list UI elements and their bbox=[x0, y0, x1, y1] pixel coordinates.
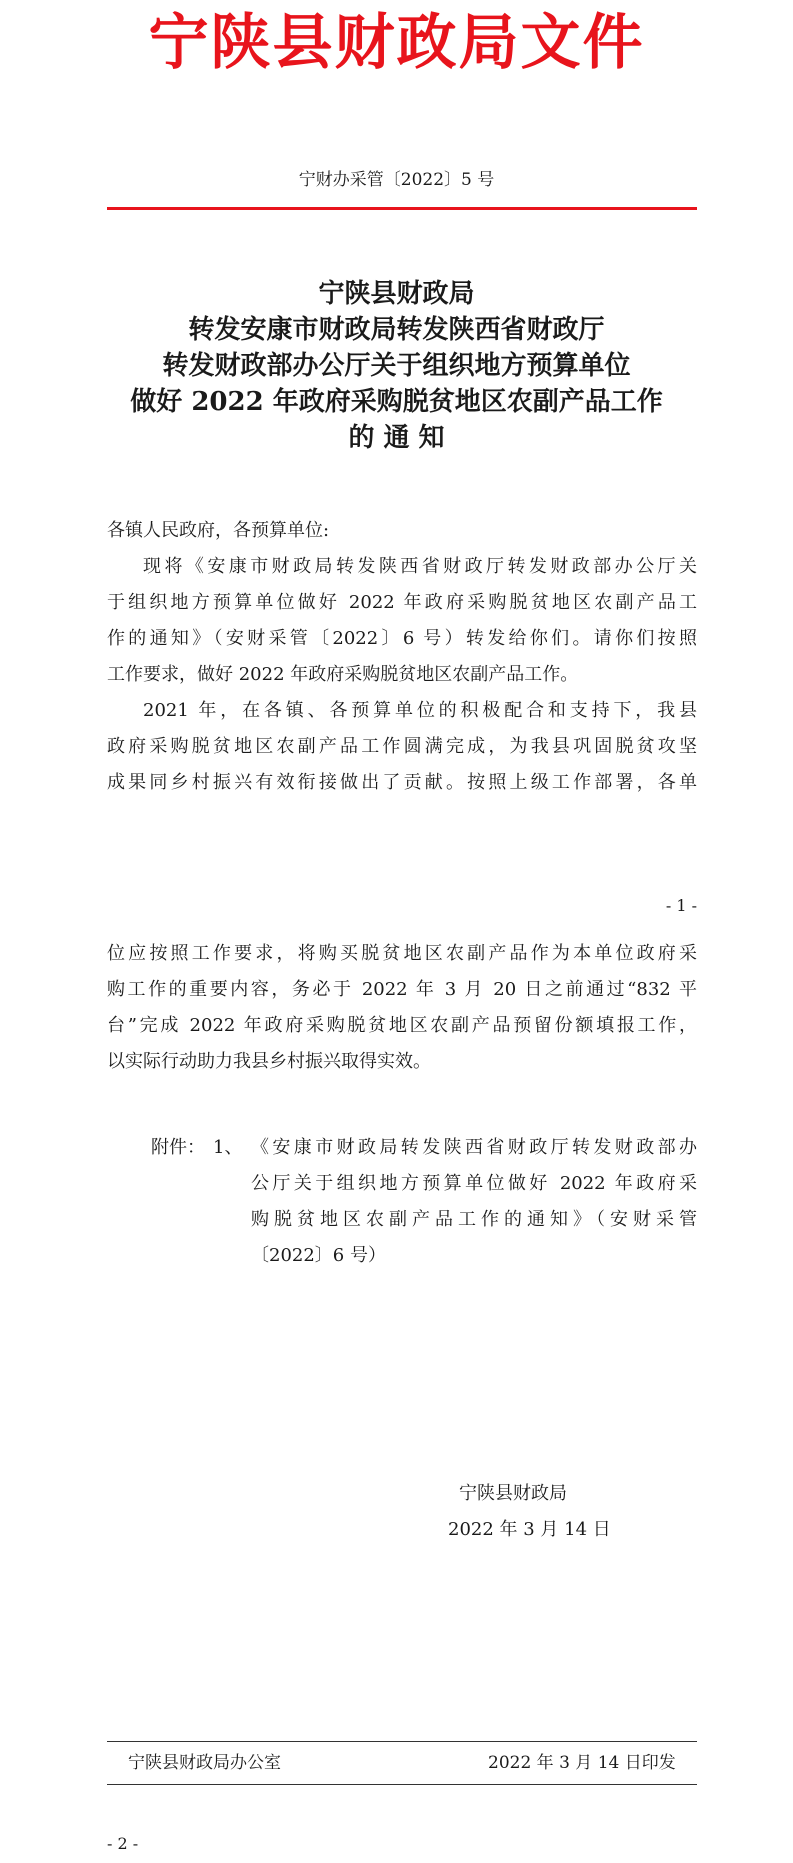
body-paragraph-2 bbox=[107, 693, 697, 801]
title-line: 的 通 知 bbox=[348, 423, 445, 453]
page-number: - 2 - bbox=[107, 1834, 139, 1853]
page-number: - 1 - bbox=[665, 896, 697, 915]
document-title bbox=[0, 276, 793, 456]
paragraph-line: 位应按照工作要求，将购买脱贫地区农副产品作为本单位政府采 bbox=[107, 943, 697, 964]
issuing-office: 宁陕县财政局办公室 bbox=[128, 1753, 281, 1773]
paragraph-line: 政府采购脱贫地区农副产品工作圆满完成，为我县巩固脱贫攻坚 bbox=[107, 736, 697, 757]
signature-organization: 宁陕县财政局 bbox=[459, 1483, 567, 1504]
attachment-item bbox=[251, 1130, 697, 1274]
paragraph-line: 购工作的重要内容，务必于 2022 年 3 月 20 日之前通过“832 平 bbox=[107, 979, 697, 1000]
attachment-label: 附件： bbox=[151, 1137, 205, 1158]
issue-date: 2022 年 3 月 14 日印发 bbox=[488, 1753, 676, 1773]
footer-bottom-rule bbox=[107, 1784, 697, 1785]
paragraph-line: 于组织地方预算单位做好 2022 年政府采购脱贫地区农副产品工 bbox=[107, 592, 697, 613]
paragraph-line: 台”完成 2022 年政府采购脱贫地区农副产品预留份额填报工作， bbox=[107, 1015, 697, 1036]
title-line: 转发财政部办公厅关于组织地方预算单位 bbox=[162, 351, 631, 381]
attachment-line: 购脱贫地区农副产品工作的通知》（安财采管 bbox=[251, 1209, 697, 1230]
title-line: 做好 2022 年政府采购脱贫地区农副产品工作 bbox=[130, 387, 663, 417]
paragraph-line: 2021 年，在各镇、各预算单位的积极配合和支持下，我县 bbox=[143, 700, 697, 721]
red-divider bbox=[107, 207, 697, 210]
attachment-line: 〔2022〕6 号） bbox=[251, 1245, 386, 1266]
title-line: 宁陕县财政局 bbox=[318, 279, 475, 309]
attachment-line: 《安康市财政局转发陕西省财政厅转发财政部办 bbox=[251, 1137, 697, 1158]
body-paragraph-2-continued bbox=[107, 936, 697, 1080]
paragraph-line: 工作要求，做好 2022 年政府采购脱贫地区农副产品工作。 bbox=[107, 664, 579, 685]
paragraph-line: 成果同乡村振兴有效衔接做出了贡献。按照上级工作部署，各单 bbox=[107, 772, 697, 793]
paragraph-line: 以实际行动助力我县乡村振兴取得实效。 bbox=[107, 1051, 431, 1072]
title-line: 转发安康市财政局转发陕西省财政厅 bbox=[188, 315, 605, 345]
body-paragraph-1 bbox=[107, 549, 697, 693]
paragraph-line: 作的通知》（安财采管〔2022〕6 号）转发给你们。请你们按照 bbox=[107, 628, 697, 649]
signature-date: 2022 年 3 月 14 日 bbox=[448, 1519, 611, 1540]
paragraph-line: 现将《安康市财政局转发陕西省财政厅转发财政部办公厅关 bbox=[143, 556, 697, 577]
attachment-item-number: 1、 bbox=[213, 1137, 243, 1158]
document-number: 宁财办采管〔2022〕5 号 bbox=[298, 170, 495, 190]
salutation: 各镇人民政府，各预算单位: bbox=[107, 520, 330, 541]
masthead-title: 宁陕县财政局文件 bbox=[148, 8, 645, 78]
footer-top-rule bbox=[107, 1741, 697, 1742]
attachment-line: 公厅关于组织地方预算单位做好 2022 年政府采 bbox=[251, 1173, 697, 1194]
